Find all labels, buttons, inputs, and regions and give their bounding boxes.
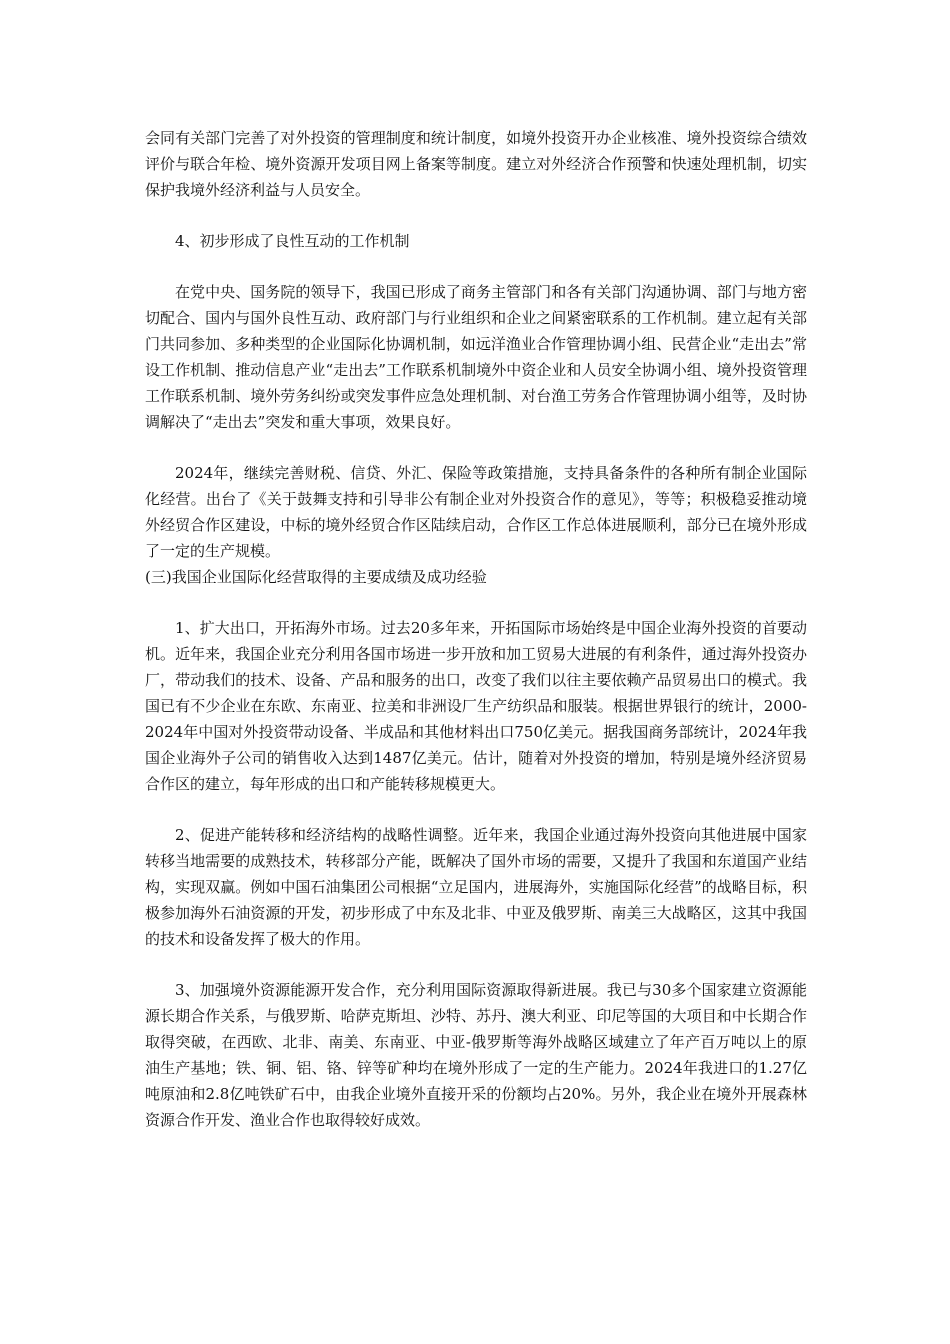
heading-working-mechanism: 4、初步形成了良性互动的工作机制 (175, 232, 410, 250)
paragraph-working-mechanism: 在党中央、国务院的领导下，我国已形成了商务主管部门和各有关部门沟通协调、部门与地方密切配合、国内与国外良性互动、政府部门与行业组织和企业之间紧密联系的工作机制。建立起有关部门共同参加、多种类型的企业国际化协调机制，如远洋渔业合作管理协调小组、民营企业“走出去”常设工作机制、推动信息产业“走出去”工作联系机制境外中资企业和人员安全协调小组、境外投资管理工作联系机制、境外劳务纠纷或突发事件应急处理机制、对台渔工劳务合作管理协调小组等，及时协调解决了“走出去”突发和重大事项，效果良好。 (145, 283, 807, 431)
document-page (145, 125, 807, 1133)
paragraph-2024-policies: 2024年，继续完善财税、信贷、外汇、保险等政策措施，支持具备条件的各种所有制企业国际化经营。出台了《关于鼓舞支持和引导非公有制企业对外投资合作的意见》，等等；积极稳妥推动境外经贸合作区建设，中标的境外经贸合作区陆续启动，合作区工作总体进展顺利，部分已在境外形成了一定的生产规模。 (145, 464, 807, 560)
paragraph-expand-exports: 1、扩大出口，开拓海外市场。过去20多年来，开拓国际市场始终是中国企业海外投资的首要动机。近年来，我国企业充分利用各国市场进一步开放和加工贸易大进展的有利条件，通过海外投资办厂，带动我们的技术、设备、产品和服务的出口，改变了我们以往主要依赖产品贸易出口的模式。我国已有不少企业在东欧、东南亚、拉美和非洲设厂生产纺织品和服装。根据世界银行的统计，2000-2024年中国对外投资带动设备、半成品和其他材料出口750亿美元。据我国商务部统计，2024年我国企业海外子公司的销售收入达到1487亿美元。估计，随着对外投资的增加，特别是境外经济贸易合作区的建立，每年形成的出口和产能转移规模更大。 (145, 619, 807, 793)
paragraph-capacity-transfer: 2、促进产能转移和经济结构的战略性调整。近年来，我国企业通过海外投资向其他进展中国家转移当地需要的成熟技术，转移部分产能，既解决了国外市场的需要，又提升了我国和东道国产业结构，实现双赢。例如中国石油集团公司根据“立足国内，进展海外，实施国际化经营”的战略目标，积极参加海外石油资源的开发，初步形成了中东及北非、中亚及俄罗斯、南美三大战略区，这其中我国的技术和设备发挥了极大的作用。 (145, 826, 807, 948)
section-heading-achievements: (三)我国企业国际化经营取得的主要成绩及成功经验 (145, 568, 487, 586)
paragraph-management-system: 会同有关部门完善了对外投资的管理制度和统计制度，如境外投资开办企业核准、境外投资综合绩效评价与联合年检、境外资源开发项目网上备案等制度。建立对外经济合作预警和快速处理机制，切实保护我境外经济利益与人员安全。 (145, 129, 807, 199)
paragraph-resource-cooperation: 3、加强境外资源能源开发合作，充分利用国际资源取得新进展。我已与30多个国家建立资源能源长期合作关系，与俄罗斯、哈萨克斯坦、沙特、苏丹、澳大利亚、印尼等国的大项目和中长期合作取得突破，在西欧、北非、南美、东南亚、中亚-俄罗斯等海外战略区域建立了年产百万吨以上的原油生产基地；铁、铜、铝、铬、锌等矿种均在境外形成了一定的生产能力。2024年我进口的1.27亿吨原油和2.8亿吨铁矿石中，由我企业境外直接开采的份额均占20%。另外，我企业在境外开展森林资源合作开发、渔业合作也取得较好成效。 (145, 981, 807, 1129)
